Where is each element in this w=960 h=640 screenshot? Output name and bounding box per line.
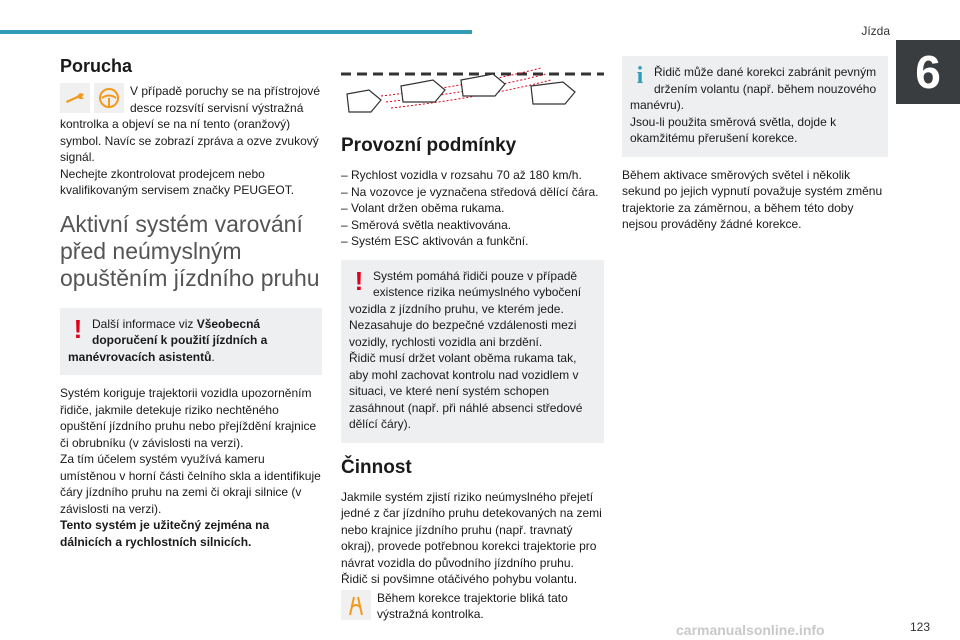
- list-item: – Rychlost vozidla v rozsahu 70 až 180 km/h.: [341, 167, 604, 184]
- exclamation-icon: !: [354, 265, 364, 296]
- fault-text-2: Nechejte zkontrolovat prodejcem nebo kvalifikovaným servisem značky PEUGEOT.: [60, 166, 295, 197]
- list-item: – Směrová světla neaktivována.: [341, 217, 604, 234]
- conditions-list: [341, 167, 604, 250]
- column-3: [622, 56, 888, 233]
- watermark: carmanualsonline.info: [676, 622, 825, 638]
- warning-lamp-row: [341, 590, 604, 623]
- fault-title: Porucha: [60, 56, 133, 76]
- fault-text-1: V případě poruchy se na přístrojové desce rozsvítí servisní výstražná kontrolka a objeví se na ní tento (oranžový) symbol. Navíc se zobrazí zpráva a ozve zvukový signál.: [60, 84, 321, 164]
- page-number: 123: [909, 620, 930, 634]
- note-prefix: Další informace viz: [92, 316, 197, 331]
- body-text: Během aktivace směrových světel i několik sekund po jejich vypnutí považuje systém změnu trajektorie za záměrnou, a během této doby nejsou prováděny žádné korekce.: [622, 167, 883, 231]
- driver-override-note: [622, 56, 888, 157]
- operation-text-1: Jakmile systém zjistí riziko neúmyslného přejetí jedné z čar jízdního pruhu detekovaných na zemi nebo krajnice jízdního pruhu (např. travnatý okraj), provede potřebnou korekci trajektorie pro návrat vozidla do původního jízdního pruhu.: [341, 489, 602, 570]
- list-item: – Na vozovce je vyznačena středová dělící čára.: [341, 184, 604, 201]
- assistance-warning-note: [341, 260, 604, 443]
- lane-warning-icon: [341, 590, 371, 620]
- body-text-2: Za tím účelem systém využívá kameru umístěnou v horní části čelního skla a identifikuje čáry jízdního pruhu na zemi či okraji silnice (v závislosti na verzi).: [60, 452, 321, 516]
- note-text-2: Řidič musí držet volant oběma rukama tak, aby mohl zachovat kontrolu nad vozidlem v situaci, ve které není systém schopen zasáhnout (např. při náhlé absenci středové dělící čáry).: [349, 351, 583, 431]
- fault-icons: [60, 83, 124, 113]
- body-text-1: Systém koriguje trajektorii vozidla upozorněním řidiče, jakmile detekuje riziko nechtěného opuštění jízdního pruhu nebo přejíždění krajnice či obrubníku (v závislosti na verzi).: [60, 386, 317, 450]
- general-recommendation-note: [60, 308, 322, 376]
- exclamation-icon: !: [73, 313, 83, 344]
- info-text-1: Řidič může dané korekci zabránit pevným držením volantu (např. během nouzového manévru).: [630, 65, 877, 112]
- warning-lamp-text: Během korekce trajektorie bliká tato výstražná kontrolka.: [377, 590, 568, 621]
- wrench-icon: [60, 83, 90, 113]
- chapter-heading: Aktivní systém varování před neúmyslným opuštěním jízdního pruhu: [60, 210, 320, 291]
- list-item: – Systém ESC aktivován a funkční.: [341, 233, 604, 250]
- chapter-badge: 6: [896, 40, 960, 104]
- section-label: Jízda: [861, 24, 890, 38]
- info-text-2: Jsou-li použita směrová světla, dojde k okamžitému přerušení korekce.: [630, 114, 837, 145]
- note-link: Všeobecná doporučení k použití jízdních a manévrovacích asistentů: [68, 316, 268, 364]
- operation-text-2: Řidič si povšimne otáčivého pohybu volantu.: [341, 572, 578, 586]
- lane-warning-icon: [94, 83, 124, 113]
- body-text-bold: Tento systém je užitečný zejména na dálnicích a rychlostních silnicích.: [60, 518, 270, 549]
- column-1: [60, 56, 322, 550]
- note-text-1: Systém pomáhá řidiči pouze v případě existence rizika neúmyslného vybočení vozidla z jízdního pruhu, ve kterém jede. Nezasahuje do bezpečné vzdálenosti mezi vozidly, rychlosti vozidla ani brzdění.: [349, 268, 582, 349]
- header-accent-bar: [0, 30, 472, 34]
- operation-title: Činnost: [341, 456, 412, 478]
- column-2: [341, 56, 604, 623]
- list-item: – Volant držen oběma rukama.: [341, 200, 604, 217]
- lane-correction-illustration: [341, 56, 604, 116]
- conditions-title: Provozní podmínky: [341, 135, 517, 156]
- info-icon: i: [636, 63, 644, 89]
- note-suffix: .: [211, 349, 215, 364]
